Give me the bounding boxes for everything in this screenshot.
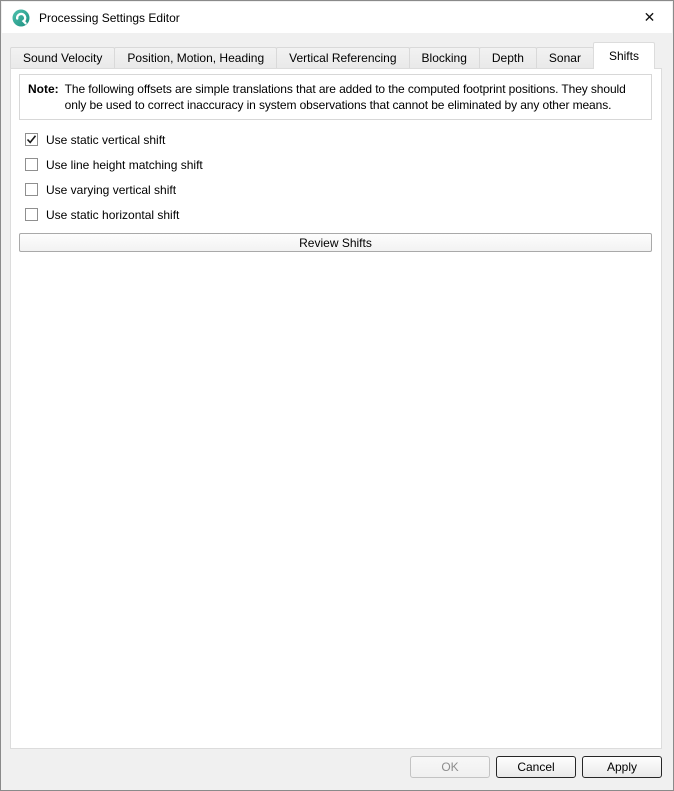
footer-button-bar xyxy=(2,749,672,789)
tab-blocking[interactable]: Blocking xyxy=(409,47,480,68)
tab-depth[interactable]: Depth xyxy=(479,47,537,68)
ok-button[interactable]: OK xyxy=(410,756,490,778)
tab-strip xyxy=(10,43,662,68)
cancel-button[interactable]: Cancel xyxy=(496,756,576,778)
review-shifts-button[interactable]: Review Shifts xyxy=(19,233,652,252)
checkbox-use-varying-vertical-shift[interactable] xyxy=(25,183,38,196)
note-label: Note: xyxy=(28,82,59,96)
check-icon xyxy=(26,134,37,145)
tab-sound-velocity[interactable]: Sound Velocity xyxy=(10,47,115,68)
checkbox-use-static-horizontal-shift[interactable] xyxy=(25,208,38,221)
shifts-tab-panel xyxy=(10,68,662,749)
checkbox-use-line-height-matching-shift[interactable] xyxy=(25,158,38,171)
window-title: Processing Settings Editor xyxy=(39,10,180,25)
shift-options-group xyxy=(25,133,652,221)
apply-button[interactable]: Apply xyxy=(582,756,662,778)
app-logo-icon xyxy=(12,9,30,27)
checkbox-label: Use static horizontal shift xyxy=(46,207,180,222)
note-text: The following offsets are simple translations that are added to the computed footprint positions. They should only be used to correct inaccuracy in system observations that cannot be eliminated by any other means. xyxy=(64,82,626,112)
checkbox-label: Use line height matching shift xyxy=(46,157,203,172)
checkbox-row[interactable] xyxy=(25,158,652,171)
checkbox-row[interactable] xyxy=(25,133,652,146)
titlebar xyxy=(2,2,672,33)
tab-shifts[interactable]: Shifts xyxy=(593,42,655,69)
checkbox-label: Use static vertical shift xyxy=(46,132,166,147)
close-icon[interactable]: ✕ xyxy=(643,9,656,25)
checkbox-use-static-vertical-shift[interactable] xyxy=(25,133,38,146)
checkbox-row[interactable] xyxy=(25,183,652,196)
checkbox-label: Use varying vertical shift xyxy=(46,182,177,197)
tab-position-motion-heading[interactable]: Position, Motion, Heading xyxy=(114,47,277,68)
note-box xyxy=(19,74,652,120)
checkbox-row[interactable] xyxy=(25,208,652,221)
tab-sonar[interactable]: Sonar xyxy=(536,47,594,68)
tab-vertical-referencing[interactable]: Vertical Referencing xyxy=(276,47,409,68)
